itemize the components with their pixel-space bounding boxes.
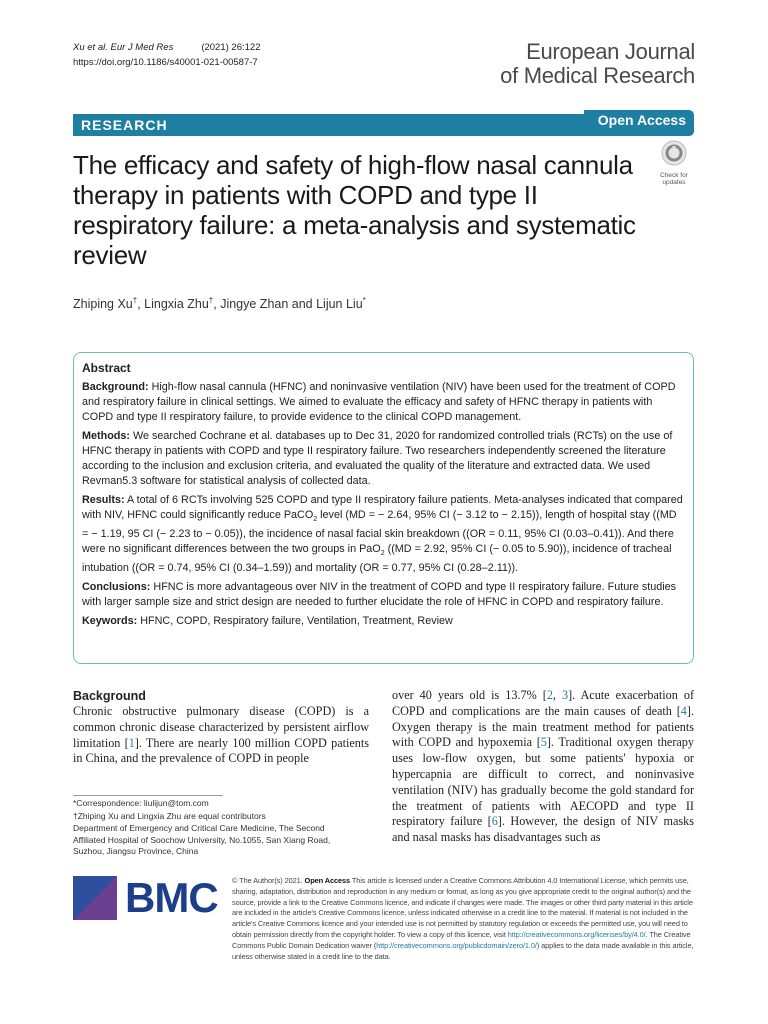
subscript: 2: [380, 550, 385, 558]
body-column-left: [73, 688, 369, 767]
body-text: Chronic obstructive pulmonary disease (COPD) is a common chronic disease characterized by persistent airflow limitation [: [73, 704, 369, 750]
body-text: ,: [552, 688, 562, 702]
bmc-logo: [73, 874, 218, 921]
reference-link[interactable]: 5: [540, 735, 547, 750]
reference-link[interactable]: 1: [128, 735, 135, 750]
author-3-4[interactable]: Jingye Zhan and Lijun Liu: [220, 297, 363, 312]
license-link-cc0[interactable]: http://creativecommons.org/publicdomain/zero/1.0/: [376, 940, 537, 950]
abstract-background-label: Background:: [82, 381, 149, 393]
body-text: ]. Oxygen therapy is the main treatment method for patients with COPD and hypoxemia [: [392, 703, 694, 750]
abstract-keywords: [82, 614, 685, 629]
open-access-label: Open Access: [598, 112, 686, 131]
citation-authors: Xu et al. Eur J Med Res: [73, 42, 174, 53]
abstract-methods: [82, 429, 685, 489]
bmc-wordmark: BMC: [125, 874, 218, 921]
footnotes: [73, 798, 353, 859]
license-body: . The Creative Commons Public Domain Dedication waiver (: [232, 929, 691, 950]
body-text: ]. Traditional oxygen therapy uses low-flow oxygen, but some patients' hypoxia or hypercapnia are difficult to correct, and noninvasive ventilation (NIV) has gradually become the gold standard for the treatment of patients with AECOPD and type II respiratory failure [: [392, 735, 694, 829]
bmc-square-icon: [73, 876, 117, 920]
correspondence-note: *Correspondence: liulijun@tom.com: [73, 798, 209, 808]
license-open-access: Open Access: [304, 876, 351, 885]
abstract-results-text: ((MD = 2.92, 95% CI (− 0.05 to 5.90)), incidence of tracheal intubation ((OR = 0.74, 95% CI (0.34–1.59)) and mortality (OR = 0.77, 95% CI (0.28–2.11)).: [82, 543, 672, 575]
author-1[interactable]: Zhiping Xu: [73, 297, 133, 312]
reference-link[interactable]: 2: [546, 688, 553, 702]
abstract-conclusions-text: HFNC is more advantageous over NIV in the treatment of COPD and type II respiratory failure. Future studies with larger sample size and strict design are needed to further elucidate the role of HFNC in COPD and respiratory failure.: [82, 581, 677, 609]
abstract-background: [82, 380, 685, 425]
journal-name: [500, 40, 695, 88]
body-text: over 40 years old is 13.7% [: [392, 688, 547, 702]
equal-contribution-note: †Zhiping Xu and Lingxia Zhu are equal contributors: [73, 810, 266, 821]
author-list: [73, 296, 366, 311]
abstract-results-text: level (MD = − 2.64, 95% CI (− 3.12 to − 2.15)), length of hospital stay ((MD = − 1.19, 95 CI (− 2.23 to − 0.05)), the incidence of nasal facial skin breakdown ((OR = 0.11, 95% CI (0.03–0.41)). And there were no significant differences between the two groups in PaO: [82, 509, 677, 556]
license-copyright: © The Author(s) 2021.: [232, 876, 305, 885]
abstract-results-label: Results:: [82, 494, 125, 506]
author-2-mark: †: [208, 296, 214, 305]
author-separator: ,: [137, 297, 145, 312]
license-body: This article is licensed under a Creative Commons Attribution 4.0 International License, which permits use, sharing, adaptation, distribution and reproduction in any medium or format, as long as you give appropriate credit to the original author(s) and the source, provide a link to the Creative Commons licence, and indicate if changes were made. The images or other third party material in this article are included in the article's Creative Commons licence, unless indicated otherwise in a credit line to the material. If material is not included in the article's Creative Commons licence and your intended use is not permitted by statutory regulation or exceeds the permitted use, you will need to obtain permission directly from the copyright holder. To view a copy of this licence, visit: [232, 876, 693, 939]
author-2[interactable]: Lingxia Zhu: [144, 297, 209, 312]
abstract-results: [82, 493, 685, 576]
body-text: ]. However, the design of NIV masks and nasal masks has disadvantages such as: [392, 814, 694, 845]
abstract-conclusions: [82, 580, 685, 610]
license-link-cc-by[interactable]: http://creativecommons.org/licenses/by/4.0/: [507, 929, 646, 939]
abstract-methods-label: Methods:: [82, 430, 130, 442]
affiliation-note: Department of Emergency and Critical Care Medicine, The Second Affiliated Hospital of Soochow University, No.1055, San Xiang Road, Suzhou, Jiangsu Province, China: [73, 823, 331, 856]
check-for-updates-button[interactable]: [654, 140, 694, 186]
body-column-right: [392, 688, 694, 846]
abstract-methods-text: We searched Cochrane et al. databases up to Dec 31, 2020 for randomized controlled trials (RCTs) on the use of HFNC therapy in patients with COPD and type II respiratory failure. Two researchers independently screened the literature according to the inclusion and exclusion criteria, and evaluated the quality of the literature and extracted data. We used Revman5.3 software for statistical analysis of collected data.: [82, 430, 673, 487]
author-separator: ,: [213, 297, 221, 312]
license-text: [232, 876, 694, 962]
reference-link[interactable]: 3: [561, 688, 569, 702]
background-heading: Background: [73, 689, 146, 703]
subscript: 2: [313, 516, 318, 524]
citation: [73, 40, 261, 70]
author-1-mark: †: [132, 296, 138, 305]
background-paragraph-left: [73, 704, 369, 767]
background-paragraph-right: [392, 688, 694, 846]
check-updates-icon: [660, 140, 688, 166]
abstract-background-text: High-flow nasal cannula (HFNC) and noninvasive ventilation (NIV) have been used for the treatment of COPD and respiratory failure in clinical settings. We aimed to evaluate the efficacy and safety of HFNC therapy in patients with COPD and type II respiratory failure, to provide evidence to the clinical COPD management.: [82, 381, 676, 423]
abstract-results-text: A total of 6 RCTs involving 525 COPD and type II respiratory failure patients. Meta-analyses indicated that compared with NIV, HFNC could significantly reduce PaCO: [82, 494, 683, 521]
corresponding-mark: *: [362, 296, 366, 305]
abstract-keywords-text: HFNC, COPD, Respiratory failure, Ventilation, Treatment, Review: [140, 615, 453, 628]
body-text: ]. There are nearly 100 million COPD patients in China, and the prevalence of COPD in people: [73, 735, 370, 766]
license-body: ) applies to the data made available in this article, unless otherwise stated in a credit line to the data.: [232, 940, 694, 961]
section-label: RESEARCH: [81, 117, 168, 133]
abstract-box: [73, 352, 694, 664]
citation-year: (2021) 26:122: [201, 42, 261, 53]
reference-link[interactable]: 6: [491, 814, 498, 829]
check-updates-line-2: updates: [662, 179, 686, 186]
section-banner: [73, 114, 694, 136]
abstract-heading: Abstract: [82, 361, 131, 375]
journal-line-1: European Journal: [526, 39, 695, 64]
abstract-keywords-label: Keywords:: [82, 615, 138, 628]
reference-link[interactable]: 4: [680, 703, 687, 718]
footnote-divider: [73, 795, 223, 796]
doi-link[interactable]: https://doi.org/10.1186/s40001-021-00587-7: [73, 57, 258, 68]
body-text: ]. Acute exacerbation of COPD and complications are the main causes of death [: [392, 688, 695, 718]
journal-line-2: of Medical Research: [500, 63, 695, 88]
article-title: The efficacy and safety of high-flow nasal cannula therapy in patients with COPD and type II respiratory failure: a meta-analysis and systematic review: [73, 150, 636, 270]
check-updates-line-1: Check for: [660, 172, 688, 179]
abstract-conclusions-label: Conclusions:: [82, 581, 151, 594]
